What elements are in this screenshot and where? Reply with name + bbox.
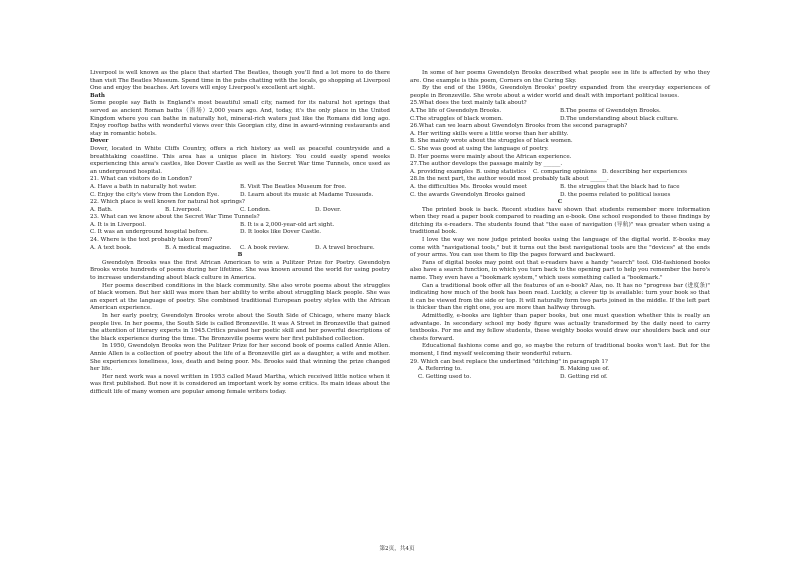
question-28-options — [410, 184, 710, 199]
question-21-options — [90, 184, 390, 199]
passage-b-paragraph: Her poems described conditions in the black community. She also wrote poems about the struggles of black women. But her skill was more than her ability to write about struggling black people. She was an expert at the language of poetry. She combined traditional European poetry styles with the African American experience. — [90, 282, 390, 312]
option: D. Learn about its music at Madame Tussauds. — [240, 191, 374, 198]
option: B. Visit The Beatles Museum for free. — [240, 183, 347, 190]
passage-b-paragraph: Her next work was a novel written in 1953 called Maud Martha, which received little notice when it was first published. But now it is considered an important work by some critics. Its main ideas about the difficult life of many women are popular among female writers today. — [90, 373, 390, 395]
option: A. It is in Liverpool. — [90, 221, 146, 228]
option: D. It looks like Dover Castle. — [240, 229, 322, 236]
option: D. Getting rid of. — [560, 373, 608, 380]
section-b-heading: B — [237, 252, 243, 259]
bath-heading: Bath — [90, 92, 106, 99]
option: A. Her writing skills were a little worse than her ability. — [410, 130, 569, 137]
option: D. A travel brochure. — [315, 244, 375, 251]
dover-text: Dover, located in White Cliffs Country, offers a rich history as well as peaceful countryside and a breathtaking coastline. This area has a unique place in history. You could easily spend weeks experiencing this area's castles, like Dover Castle as well as the Secret War time Tunnels, once used as an underground hospital. — [90, 145, 390, 175]
question-27: 27.The author develops the passage mainly by ______. — [410, 161, 563, 168]
option: D. Her poems were mainly about the African experience. — [410, 153, 572, 160]
question-29: 29. Which can best replace the underlined "ditching" in paragraph 1? — [410, 358, 608, 365]
question-22: 22. Which place is well known for natural hot springs? — [90, 199, 245, 206]
option: B. A medical magazine. — [165, 244, 232, 251]
question-24-options — [90, 245, 390, 253]
passage-b-paragraph: In 1950, Gwendolyn Brooks won the Pulitzer Prize for her second book of poems called Annie Allen. Annie Allen is a collection of poetry about the life of a Bronzeville girl as a daughter, a wife and mother. She experiences loneliness, loss, death and being poor. Ms. Brooks said that winning the prize changed her life. — [90, 343, 390, 373]
option: A. Bath. — [90, 206, 113, 213]
passage-c-paragraph: Admittedly, e-books are lighter than paper books, but one must question whether this is really an advantage. In secondary school my body figure was actually transformed by the daily need to carry textbooks. For me and my fellow students, these weighty books would draw our shoulders back and our chests forward. — [410, 313, 710, 342]
option: C.The struggles of black women. — [410, 115, 503, 122]
passage-b-paragraph: By the end of the 1960s, Gwendolyn Brooks' poetry expanded from the everyday experiences of people in Bronzeville. She wrote about a wider world and dealt with important political issues. — [410, 85, 710, 99]
option: A.The life of Gwendolyn Brooks. — [410, 107, 502, 114]
section-c-heading: C — [557, 199, 563, 206]
passage-c-paragraph: Educational fashions come and go, so maybe the return of traditional books won't last. But for the moment, I find myself welcoming their wonderful return. — [410, 343, 710, 357]
option: B. using statistics — [476, 168, 527, 175]
passage-a-intro: Liverpool is well known as the place that started The Beatles, though you'll find a lot more to do there than visit The Beatles Museum. Spend time in the pubs chatting with the locals, go shopping at Liverpool One and enjoy the beaches. Art lovers will enjoy Liverpool's excellent art sight. — [90, 70, 390, 92]
question-22-options — [90, 207, 390, 215]
question-23-options — [90, 222, 390, 237]
question-27-options — [410, 169, 710, 177]
option: D. the poems related to political issues — [560, 191, 671, 198]
option: A. Referring to. — [418, 366, 462, 373]
passage-b-paragraph: In some of her poems Gwendolyn Brooks described what people see in life is affected by who they are. One example is this poem, Corners on the Curing Sky. — [410, 70, 710, 84]
option: D. describing her experiences — [602, 168, 687, 175]
option: C. comparing opinions — [533, 168, 597, 175]
option: B. the struggles that the black had to face — [560, 183, 680, 190]
option: C. Getting used to. — [418, 373, 472, 380]
dover-heading: Dover — [90, 138, 109, 145]
option: C. It was an underground hospital before. — [90, 229, 209, 236]
option: C. Enjoy the city's view from the London Eye. — [90, 191, 220, 198]
left-column — [90, 70, 390, 397]
option: C. London. — [240, 206, 271, 213]
passage-c-paragraph: I love the way we now judge printed books using the language of the digital world. E-books may come with "navigational tools," but it turns out the best navigational tools are the "devices" at the ends of your arms. You can use them to flip the pages forward and backward. — [410, 237, 710, 259]
passage-b-paragraph: In her early poetry, Gwendolyn Brooks wrote about the South Side of Chicago, where many black people live. In her poems, the South Side is called Bronzeville. It was A Street in Bronzeville that gained the attention of literary experts in 1945.Critics praised her poetic skill and her powerful descriptions of the black experience during the time. The Bronzeville poems were her first published collection. — [90, 313, 390, 342]
option: A. Have a bath in naturally hot water. — [90, 183, 197, 190]
option: B. It is a 2,000-year-old art sight. — [240, 221, 335, 228]
question-25-options — [410, 108, 710, 123]
passage-c-paragraph: Can a traditional book offer all the features of an e-book? Alas, no. It has no "progress bar (进度条)" indicating how much of the book has been read. Luckily, a clever tip is available: turn your book so that it can be viewed from the side or top. It will naturally form two parts joined in the middle. If the left part is thicker than the right one, you are more than halfway through. — [410, 282, 710, 312]
option: C. A book review. — [240, 244, 290, 251]
option: D.The understanding about black culture. — [560, 115, 679, 122]
option: A. providing examples — [410, 168, 474, 175]
option: C. the awards Gwendolyn Brooks gained — [410, 191, 526, 198]
option: B.The poems of Gwendolyn Brooks. — [560, 107, 661, 114]
option: A. the difficulties Ms. Brooks would meet — [410, 183, 527, 190]
question-24: 24. Where is the text probably taken from? — [90, 237, 213, 244]
right-column — [410, 70, 710, 381]
option: D. Dover. — [315, 206, 342, 213]
passage-c-paragraph: Fans of digital books may point out that e-readers have a handy "search" tool. Old-fashioned books also have a search function, in which you turn back to the opening part to help you remember the hero's name. They even have a "bookmark system," which uses something called a "bookmark." — [410, 259, 710, 282]
option: B. She mainly wrote about the struggles of black women. — [410, 138, 573, 145]
passage-c-paragraph: The printed book is back. Recent studies have shown that students remember more information when they read a paper book compared to reading an e-book. One school responded to these findings by ditching its e-readers. The students found that "the ease of navigation (导航)" was greater when using a traditional book. — [410, 206, 710, 236]
option: C. She was good at using the language of poetry. — [410, 145, 549, 152]
option: B. Making use of. — [560, 366, 610, 373]
question-25: 25.What does the text mainly talk about? — [410, 100, 527, 107]
bath-text: Some people say Bath is England's most beautiful small city, named for its natural hot springs that served as ancient Roman baths（浴场）2,000 years ago. And, today, it's the only place in the United Kingdom where you can bathe in naturally hot, mineral-rich waters just like the Romans did long ago. Enjoy rooftop baths with wonderful views over this Georgian city, dine in award-winning restaurants and stay in romantic hotels. — [90, 100, 390, 137]
page-footer: 第2页，共4页 — [379, 546, 415, 552]
question-23: 23. What can we know about the Secret War Time Tunnels? — [90, 214, 260, 221]
question-26: 26.What can we learn about Gwendolyn Brooks from the second paragraph? — [410, 123, 628, 130]
option: B. Liverpool. — [165, 206, 202, 213]
question-28: 28.In the next part, the author would most probably talk about ______. — [410, 176, 609, 183]
passage-b-paragraph: Gwendolyn Brooks was the first African American to win a Pulitzer Prize for Poetry. Gwendolyn Brooks wrote hundreds of poems during her lifetime. She was known around the world for using poetry to increase understanding about black culture in America. — [90, 259, 390, 282]
option: A. A text book. — [90, 244, 132, 251]
question-21: 21. What can visitors do in London? — [90, 176, 192, 183]
question-29-options — [410, 366, 710, 381]
question-26-options — [410, 131, 710, 161]
